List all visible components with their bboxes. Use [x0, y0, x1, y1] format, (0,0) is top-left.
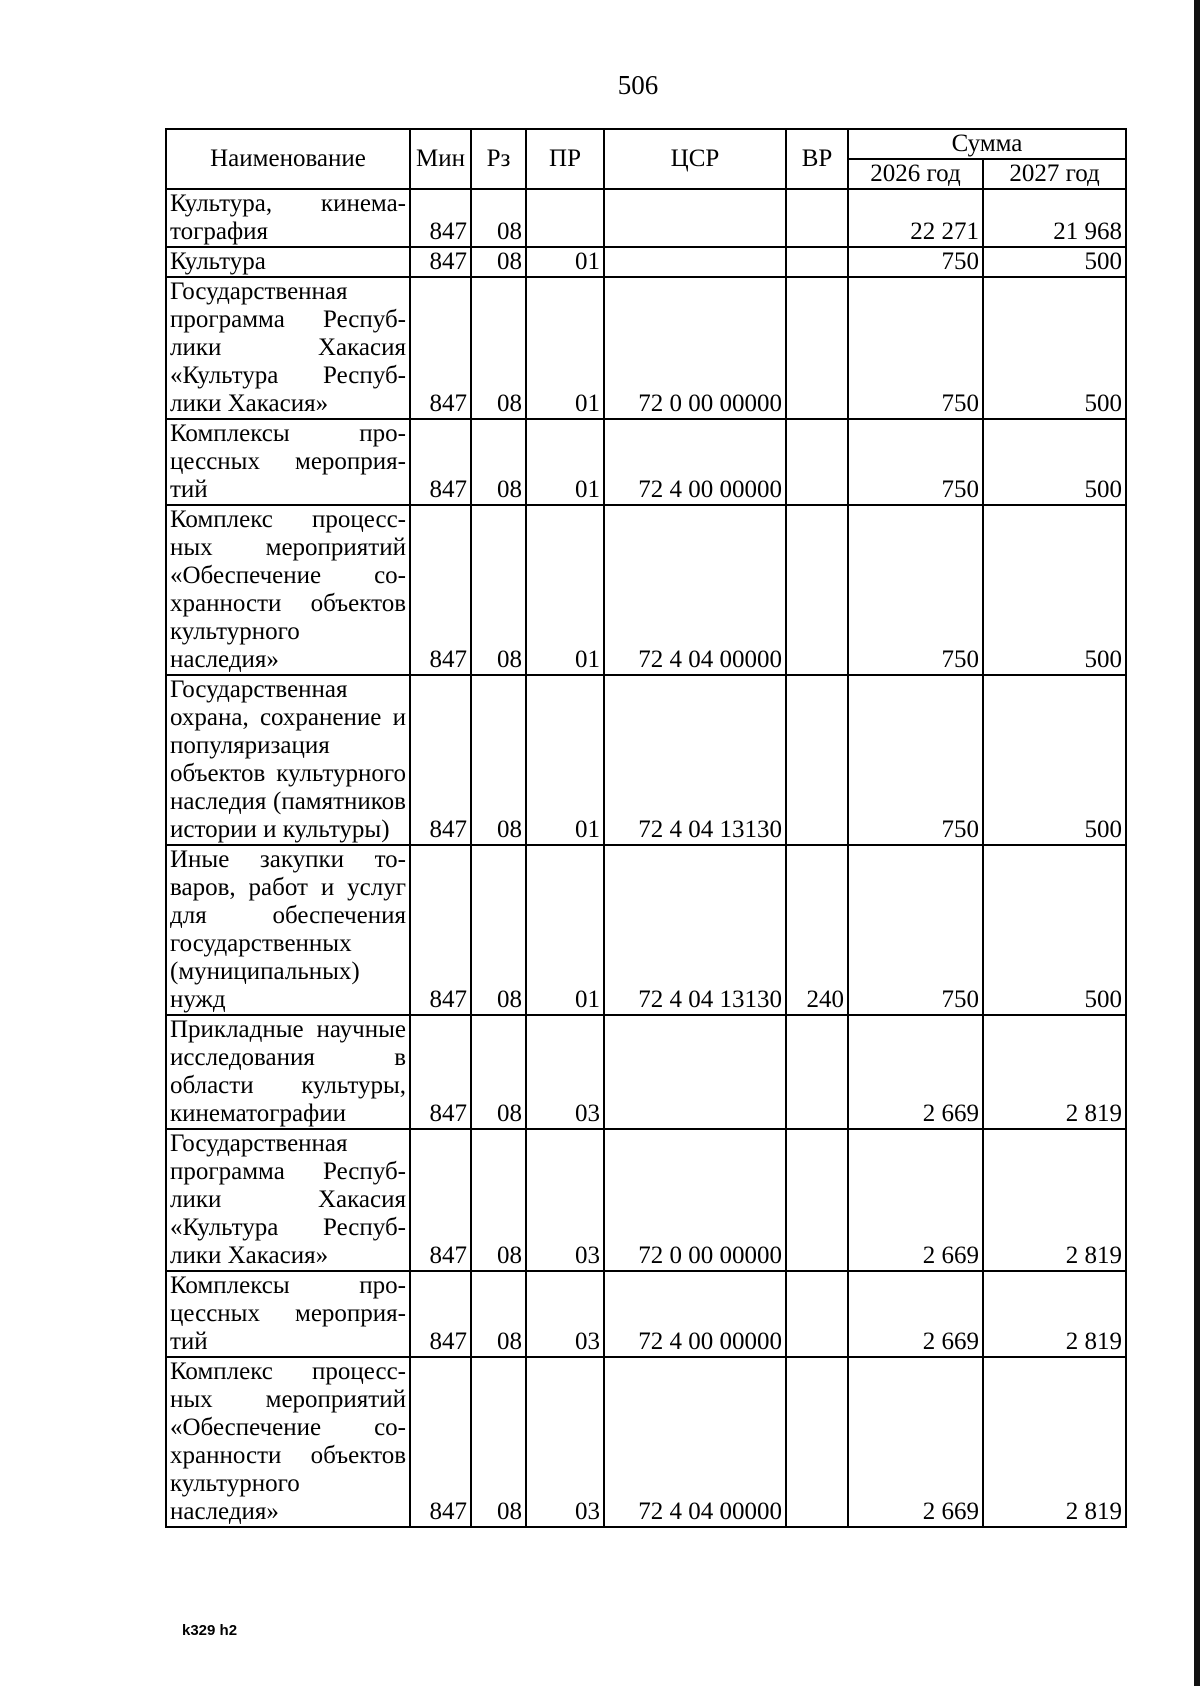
- cell-csr: 72 4 04 13130: [604, 845, 786, 1015]
- cell-rz: 08: [471, 419, 526, 505]
- header-name: Наименование: [166, 129, 410, 189]
- cell-pr: 03: [526, 1357, 604, 1527]
- cell-min: 847: [410, 1357, 471, 1527]
- cell-pr: 01: [526, 419, 604, 505]
- cell-rz: 08: [471, 1357, 526, 1527]
- cell-pr: 01: [526, 505, 604, 675]
- cell-vr: [786, 505, 848, 675]
- cell-vr: [786, 1357, 848, 1527]
- cell-rz: 08: [471, 189, 526, 247]
- cell-sum-2027: 500: [983, 419, 1126, 505]
- cell-vr: [786, 675, 848, 845]
- cell-csr: 72 4 04 00000: [604, 505, 786, 675]
- table-row: [166, 505, 1126, 675]
- cell-rz: 08: [471, 1271, 526, 1357]
- cell-rz: 08: [471, 277, 526, 419]
- cell-sum-2026: 2 669: [848, 1357, 983, 1527]
- cell-sum-2027: 500: [983, 675, 1126, 845]
- header-year-2026: 2026 год: [848, 159, 983, 189]
- cell-min: 847: [410, 845, 471, 1015]
- table-header: [166, 129, 1126, 189]
- table-row: [166, 419, 1126, 505]
- header-csr: ЦСР: [604, 129, 786, 189]
- cell-sum-2027: 2 819: [983, 1357, 1126, 1527]
- cell-sum-2026: 2 669: [848, 1271, 983, 1357]
- table-row: [166, 1357, 1126, 1527]
- cell-vr: [786, 277, 848, 419]
- cell-vr: [786, 419, 848, 505]
- cell-pr: 03: [526, 1271, 604, 1357]
- cell-sum-2027: 500: [983, 845, 1126, 1015]
- cell-sum-2026: 22 271: [848, 189, 983, 247]
- cell-pr: 03: [526, 1129, 604, 1271]
- cell-sum-2026: 750: [848, 505, 983, 675]
- cell-sum-2027: 500: [983, 505, 1126, 675]
- cell-pr: 01: [526, 675, 604, 845]
- cell-rz: 08: [471, 1129, 526, 1271]
- cell-sum-2026: 750: [848, 247, 983, 277]
- cell-name: Культура: [166, 247, 410, 277]
- scan-edge-border: [1194, 0, 1200, 1686]
- cell-pr: 01: [526, 845, 604, 1015]
- cell-min: 847: [410, 247, 471, 277]
- cell-sum-2027: 500: [983, 247, 1126, 277]
- cell-sum-2027: 21 968: [983, 189, 1126, 247]
- cell-rz: 08: [471, 675, 526, 845]
- cell-csr: [604, 247, 786, 277]
- cell-vr: [786, 189, 848, 247]
- cell-vr: [786, 1271, 848, 1357]
- cell-sum-2027: 500: [983, 277, 1126, 419]
- cell-sum-2026: 750: [848, 845, 983, 1015]
- cell-pr: [526, 189, 604, 247]
- cell-sum-2027: 2 819: [983, 1271, 1126, 1357]
- cell-name: Государственная программа Республики Хакасия «Культура Республики Хакасия»: [166, 277, 410, 419]
- cell-csr: 72 4 00 00000: [604, 419, 786, 505]
- table-row: [166, 845, 1126, 1015]
- cell-min: 847: [410, 277, 471, 419]
- cell-vr: 240: [786, 845, 848, 1015]
- cell-name: Комплексы процессных мероприятий: [166, 1271, 410, 1357]
- cell-name: Государственная охрана, сохранение и популяризация объектов культурного наследия (памятников истории и культуры): [166, 675, 410, 845]
- cell-min: 847: [410, 505, 471, 675]
- table-row: [166, 1271, 1126, 1357]
- cell-name: Иные закупки товаров, работ и услуг для обеспечения государственных (муниципальных) нужд: [166, 845, 410, 1015]
- table-row: [166, 189, 1126, 247]
- header-row-top: [166, 129, 1126, 159]
- page-number: 506: [617, 70, 659, 100]
- cell-csr: [604, 189, 786, 247]
- table-row: [166, 1129, 1126, 1271]
- cell-csr: 72 4 04 00000: [604, 1357, 786, 1527]
- header-year-2027: 2027 год: [983, 159, 1126, 189]
- cell-csr: 72 4 00 00000: [604, 1271, 786, 1357]
- cell-min: 847: [410, 1271, 471, 1357]
- cell-sum-2027: 2 819: [983, 1015, 1126, 1129]
- cell-rz: 08: [471, 1015, 526, 1129]
- cell-name: Культура, кинематография: [166, 189, 410, 247]
- cell-vr: [786, 247, 848, 277]
- cell-rz: 08: [471, 505, 526, 675]
- header-vr: ВР: [786, 129, 848, 189]
- cell-name: Комплекс процессных мероприятий «Обеспечение сохранности объектов культурного наследия»: [166, 1357, 410, 1527]
- cell-sum-2026: 2 669: [848, 1015, 983, 1129]
- cell-pr: 01: [526, 277, 604, 419]
- cell-pr: 01: [526, 247, 604, 277]
- cell-vr: [786, 1015, 848, 1129]
- cell-vr: [786, 1129, 848, 1271]
- cell-min: 847: [410, 1129, 471, 1271]
- cell-min: 847: [410, 675, 471, 845]
- cell-name: Комплекс процессных мероприятий «Обеспечение сохранности объектов культурного наследия»: [166, 505, 410, 675]
- table-body: [166, 189, 1126, 1527]
- header-rz: Рз: [471, 129, 526, 189]
- cell-sum-2026: 750: [848, 277, 983, 419]
- footer-code: k329 h2: [182, 1622, 238, 1639]
- cell-name: Прикладные научные исследования в области культуры, кинематографии: [166, 1015, 410, 1129]
- cell-csr: 72 4 04 13130: [604, 675, 786, 845]
- header-pr: ПР: [526, 129, 604, 189]
- cell-sum-2026: 750: [848, 419, 983, 505]
- cell-sum-2027: 2 819: [983, 1129, 1126, 1271]
- cell-min: 847: [410, 1015, 471, 1129]
- cell-rz: 08: [471, 247, 526, 277]
- table-row: [166, 675, 1126, 845]
- cell-csr: 72 0 00 00000: [604, 277, 786, 419]
- cell-csr: [604, 1015, 786, 1129]
- table-row: [166, 277, 1126, 419]
- cell-sum-2026: 750: [848, 675, 983, 845]
- table-row: [166, 1015, 1126, 1129]
- cell-min: 847: [410, 189, 471, 247]
- cell-sum-2026: 2 669: [848, 1129, 983, 1271]
- cell-min: 847: [410, 419, 471, 505]
- cell-csr: 72 0 00 00000: [604, 1129, 786, 1271]
- header-min: Мин: [410, 129, 471, 189]
- table-row: [166, 247, 1126, 277]
- cell-rz: 08: [471, 845, 526, 1015]
- budget-table: [165, 128, 1127, 1528]
- cell-pr: 03: [526, 1015, 604, 1129]
- cell-name: Комплексы процессных мероприятий: [166, 419, 410, 505]
- header-sum: Сумма: [848, 129, 1126, 159]
- cell-name: Государственная программа Республики Хакасия «Культура Республики Хакасия»: [166, 1129, 410, 1271]
